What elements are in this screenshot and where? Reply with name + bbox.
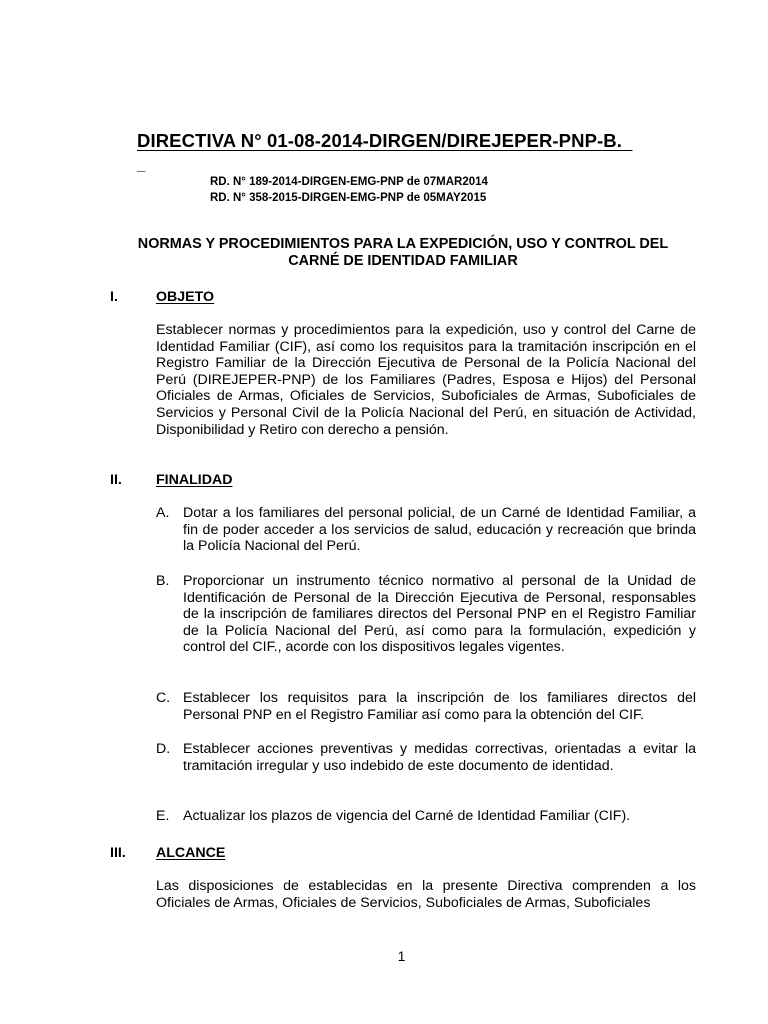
list-item-text: Establecer los requisitos para la inscripción de los familiares directos del Personal PNP en el Registro Familiar así como para la obtención del CIF. — [183, 690, 696, 723]
heading-line: CARNÉ DE IDENTIDAD FAMILIAR — [288, 253, 518, 269]
list-item-letter: A. — [156, 505, 170, 521]
document-heading — [110, 236, 696, 270]
section-number: I. — [110, 289, 118, 305]
list-item-letter: C. — [156, 690, 171, 706]
resolution-references — [210, 175, 488, 206]
section-title-objeto: OBJETO — [156, 289, 215, 305]
list-item-letter: D. — [156, 741, 171, 757]
section-paragraph: Establecer normas y procedimientos para la expedición, uso y control del Carne de Identidad Familiar (CIF), así como los requisitos para la tramitación inscripción en el Registro Familiar de la Dirección Ejecutiva de Personal de la Policía Nacional del Perú (DIREJEPER-PNP) de los Familiares (Padres, Esposa e Hijos) del Personal Oficiales de Armas, Oficiales de Servicios, Suboficiales de Armas, Suboficiales de Servicios y Personal Civil de la Policía Nacional del Perú, en situación de Actividad, Disponibilidad y Retiro con derecho a pensión. — [156, 322, 696, 438]
title-dash: _ — [137, 157, 146, 174]
list-item-letter: E. — [156, 808, 170, 824]
section-paragraph: Las disposiciones de establecidas en la presente Directiva comprenden a los Oficiales de Armas, Oficiales de Servicios, Suboficiales de Armas, Suboficiales — [156, 878, 696, 911]
list-item-text: Dotar a los familiares del personal policial, de un Carné de Identidad Familiar, a fin de poder acceder a los servicios de salud, educación y recreación que brinda la Policía Nacional del Perú. — [183, 505, 696, 555]
resolution-reference: RD. N° 358-2015-DIRGEN-EMG-PNP de 05MAY2015 — [210, 191, 487, 204]
directive-title: DIRECTIVA N° 01-08-2014-DIRGEN/DIREJEPER-PNP-B. — [137, 130, 633, 151]
section-title-finalidad: FINALIDAD — [156, 472, 233, 488]
list-item-text: Proporcionar un instrumento técnico normativo al personal de la Unidad de Identificación de Personal de la Dirección Ejecutiva de Personal, responsables de la inscripción de familiares directos del Personal PNP en el Registro Familiar de la Policía Nacional del Perú, así como para la formulación, expedición y control del CIF., acorde con los dispositivos legales vigentes. — [183, 573, 696, 656]
section-number: II. — [110, 472, 122, 488]
page-number: 1 — [397, 948, 406, 964]
section-number: III. — [110, 845, 126, 861]
resolution-reference: RD. N° 189-2014-DIRGEN-EMG-PNP de 07MAR2014 — [210, 176, 488, 188]
list-item-text: Establecer acciones preventivas y medidas correctivas, orientadas a evitar la tramitación irregular y uso indebido de este documento de identidad. — [183, 741, 696, 774]
heading-line: NORMAS Y PROCEDIMIENTOS PARA LA EXPEDICIÓN, USO Y CONTROL DEL — [137, 236, 669, 252]
section-title-alcance: ALCANCE — [156, 845, 226, 861]
list-item-text: Actualizar los plazos de vigencia del Carné de Identidad Familiar (CIF). — [183, 808, 631, 824]
list-item-letter: B. — [156, 573, 170, 589]
